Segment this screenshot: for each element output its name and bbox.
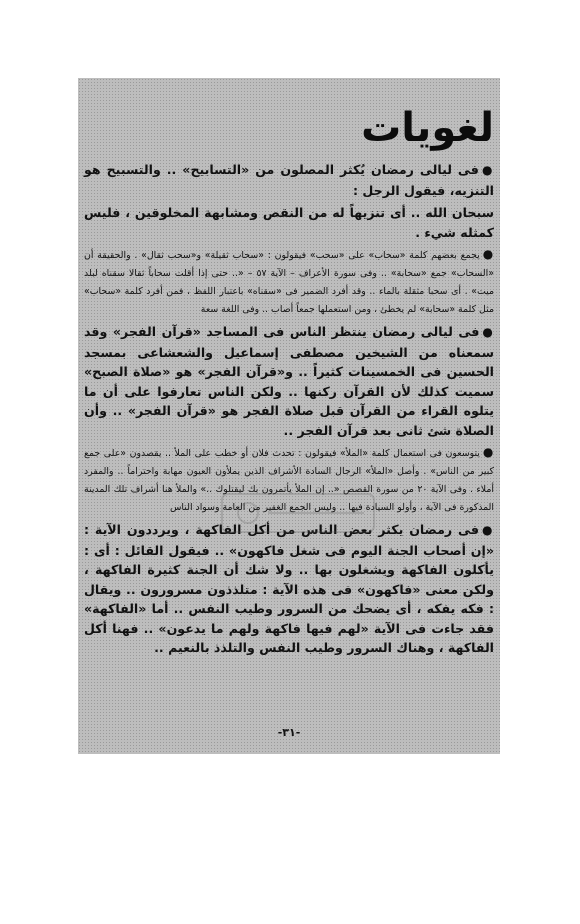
bullet-icon: ● [482,445,494,459]
page-title: لغويات [361,105,494,151]
book-page [78,78,500,754]
paragraph-4: ●فى ليالى رمضان ينتظر الناس فى المساجد «قرآن الفجر» وقد سمعناه من الشيخين مصطفى إسماعيل والشعشاعى بمسجد الحسين فى الخمسينات كثيراً .. و«قرآن الفجر» هو «صلاة الصبح» سميت كذلك لأن القرآن ركنها .. ولكن الناس تعارفوا على أن ما يتلوه القراء من القرآن قبل صلاة الفجر هو «قرآن الفجر» .. وأن الصلاة شئ ثانى بعد قرآن الفجر .. [84,324,494,438]
paragraph-6: ●فى رمضان يكثر بعض الناس من أكل الفاكهة ، ويرددون الآية : «إن أصحاب الجنة اليوم فى شغل فاكهون» .. فيقول القائل : أى : يأكلون الفاكهة ويشغلون بها .. ولا شك أن الجنة كثيرة الفاكهة ، ولكن معنى «فاكهون» فى هذه الآية : متلذذون مسرورون .. ويقال : فكه يفكه ، أى يضحك من السرور وطيب النفس .. أما «الفاكهة» فقد جاءت فى الآية «لهم فيها فاكهة ولهم ما يدعون» .. فهنا أكل الفاكهة ، وهناك السرور وطيب النفس والتلذذ بالنعيم .. [84,522,494,655]
bullet-icon: ● [481,163,494,177]
page-number: -٣١- [277,726,301,739]
bullet-icon: ● [482,523,494,537]
paragraph-1: ●فى ليالى رمضان يُكثر المصلون من «التسابيح» .. والتسبيح هو التنزيه، فيقول الرجل : [84,162,494,198]
paragraph-3: ●يجمع بعضهم كلمة «سحاب» على «سحب» فيقولون : «سحاب ثقيلة» و«سحب ثقال» . والحقيقة أن «السحاب» جمع «سحابة» .. وفى سورة الأعراف – الآية ٥٧ – «.. حتى إذا أقلت سحاباً ثقالا سقناه لبلد ميت» . أى سحبا مثقلة بالماء .. وقد أفرد الضمير فى «سقناه» باعتبار اللفظ ، فمن أفرد كلمة «سحاب» مثل كلمة «سحابة» لم يخطئ ، ومن استعملها جمعاً أصاب .. وفى اللغة سعة [84,247,494,315]
bullet-icon: ● [482,247,494,261]
paragraph-5: ●يتوسعون فى استعمال كلمة «الملأ» فيقولون : تحدث فلان أو خطب على الملأ .. يقصدون «على جمع كبير من الناس» . وأصل «الملأ» الرجال السادة الأشراف الذين يملأون العيون مهابة واحتراماً .. والمفرد أملاء . وفى الآية ٢٠ من سورة القصص «.. إن الملأ يأتمرون بك ليقتلوك ..» والملأ هنا أشراف تلك المدينة المذكورة فى الآية ، وأولو السيادة فيها .. وليس الجمع الغفير من العامة وسواد الناس [84,445,494,513]
bullet-icon: ● [482,325,494,339]
article-body [84,160,494,661]
paragraph-2: سبحان الله .. أى تنزيهاً له من النقص ومشابهة المخلوقين ، فليس كمثله شيء . [84,205,494,240]
watermark-logo [218,488,378,538]
